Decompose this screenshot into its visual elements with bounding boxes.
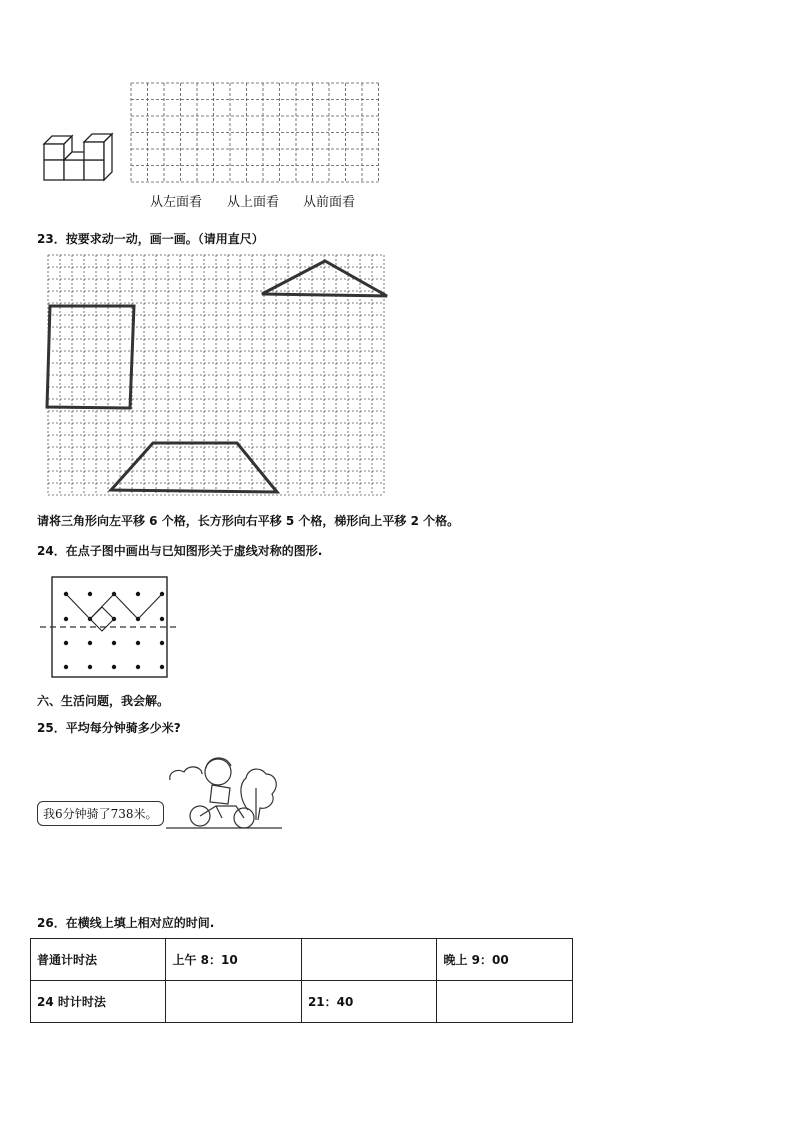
dot: [112, 641, 116, 645]
trapezoid-shape: [111, 443, 277, 492]
dot: [160, 665, 164, 669]
time-table: [30, 938, 573, 1023]
translation-shapes: [0, 0, 794, 520]
dot-grid-figure: [38, 575, 178, 680]
dot: [88, 641, 92, 645]
dot: [160, 617, 164, 621]
table-cell: 晚上 9：00: [437, 939, 573, 981]
rectangle-shape: [47, 306, 134, 408]
q25-title: 25．平均每分钟骑多少米?: [37, 721, 181, 735]
table-row: [31, 981, 573, 1023]
table-cell-blank[interactable]: [166, 981, 301, 1023]
section6-title: 六、生活问题，我会解。: [37, 694, 170, 708]
dot: [136, 592, 140, 596]
q26-title: 26．在横线上填上相对应的时间.: [37, 916, 215, 930]
dot: [64, 617, 68, 621]
view-label-top: 从上面看: [227, 195, 280, 210]
table-cell: 普通计时法: [31, 939, 166, 981]
table-cell: 上午 8：10: [166, 939, 301, 981]
view-label-front: 从前面看: [303, 195, 356, 210]
cyclist-illustration: [160, 740, 285, 832]
table-cell: 21：40: [301, 981, 437, 1023]
view-label-left: 从左面看: [150, 195, 203, 210]
table-row: [31, 939, 573, 981]
q23-title: 23．按要求动一动，画一画。（请用直尺）: [37, 232, 264, 246]
q23-instruction: 请将三角形向左平移 6 个格，长方形向右平移 5 个格，梯形向上平移 2 个格。: [37, 514, 460, 528]
q24-title: 24．在点子图中画出与已知图形关于虚线对称的图形.: [37, 544, 323, 558]
table-cell-blank[interactable]: [437, 981, 573, 1023]
dot: [64, 665, 68, 669]
dot: [88, 665, 92, 669]
dot: [136, 665, 140, 669]
triangle-shape: [262, 261, 387, 296]
table-cell: 24 时计时法: [31, 981, 166, 1023]
dot: [136, 641, 140, 645]
dot: [112, 665, 116, 669]
dot: [64, 641, 68, 645]
dot: [88, 592, 92, 596]
table-cell-blank[interactable]: [301, 939, 437, 981]
speech-bubble: 我6分钟骑了738米。: [37, 801, 164, 826]
dot: [160, 641, 164, 645]
